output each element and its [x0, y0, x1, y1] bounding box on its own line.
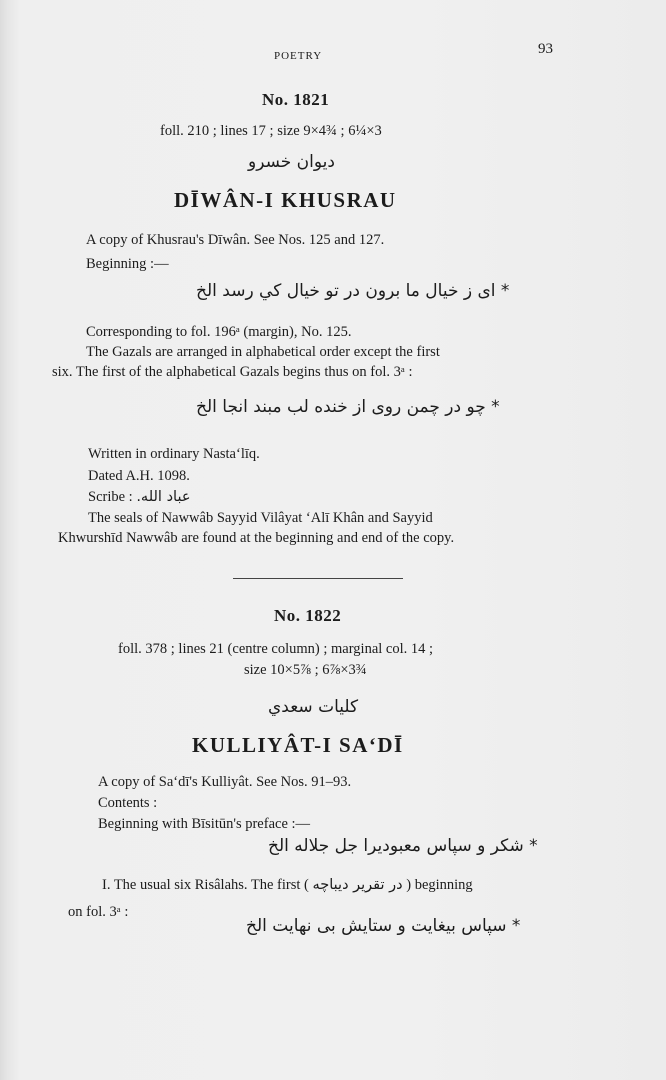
- risalahs-persian: در تقریر دیباچه: [312, 877, 403, 893]
- scribe-name: عباد الله.: [136, 489, 191, 505]
- section-divider: [233, 578, 403, 579]
- script-note: Written in ordinary Nastaʻlīq.: [88, 446, 260, 462]
- seals-note-line: The seals of Nawwâb Sayyid Vilâyat ʻAlī Khân and Sayyid: [88, 510, 433, 526]
- scribe-label: Scribe :: [88, 489, 133, 505]
- risalahs-text: I. The usual six Risâlahs. The first (: [102, 877, 309, 893]
- persian-verse: * ای ز خیال ما برون در تو خیال کي رسد الخ: [196, 281, 510, 301]
- risalahs-text: ) beginning: [406, 877, 473, 893]
- corresponding-note: Corresponding to fol. 196ᵃ (margin), No. 125.: [86, 324, 352, 340]
- persian-verse: * شکر و سپاس معبودیرا جل جلاله الخ: [268, 836, 538, 856]
- entry-title: KULLIYÂT-I SAʻDĪ: [192, 733, 404, 757]
- entry-number: No. 1822: [274, 606, 342, 625]
- seals-note-line: Khwurshīd Nawwâb are found at the beginning and end of the copy.: [58, 530, 455, 546]
- entry-number: No. 1821: [262, 90, 330, 109]
- entry-title: DĪWÂN-I KHUSRAU: [174, 188, 397, 212]
- page-number: 93: [538, 41, 553, 57]
- copy-note: A copy of Saʻdī's Kulliyât. See Nos. 91–93.: [98, 774, 352, 790]
- contents-label: Contents :: [98, 795, 158, 811]
- entry-details: size 10×5⅞ ; 6⅞×3¾: [244, 662, 367, 678]
- risalahs-note-line: on fol. 3ᵃ :: [68, 904, 129, 920]
- copy-note: A copy of Khusrau's Dīwân. See Nos. 125 and 127.: [86, 232, 385, 248]
- date-note: Dated A.H. 1098.: [88, 468, 190, 484]
- gazals-note-line: six. The first of the alphabetical Gazals begins thus on fol. 3ᵃ :: [52, 364, 413, 380]
- risalahs-note-line: [102, 877, 473, 893]
- beginning-label: Beginning with Bīsitūn's preface :—: [98, 816, 311, 832]
- beginning-label: Beginning :—: [86, 256, 169, 272]
- gazals-note-line: The Gazals are arranged in alphabetical order except the first: [86, 344, 440, 360]
- scribe-note: [88, 489, 190, 505]
- running-title: POETRY: [274, 50, 323, 62]
- persian-title: كليات سعدي: [268, 697, 359, 717]
- entry-details: foll. 378 ; lines 21 (centre column) ; marginal col. 14 ;: [118, 641, 434, 657]
- entry-details: foll. 210 ; lines 17 ; size 9×4¾ ; 6¼×3: [160, 123, 382, 139]
- persian-verse: * چو در چمن روی از خنده لب مبند انجا الخ: [196, 397, 500, 417]
- persian-verse: * سپاس بیغایت و ستایش بی نهایت الخ: [246, 916, 521, 936]
- persian-title: ديوان خسرو: [248, 152, 335, 172]
